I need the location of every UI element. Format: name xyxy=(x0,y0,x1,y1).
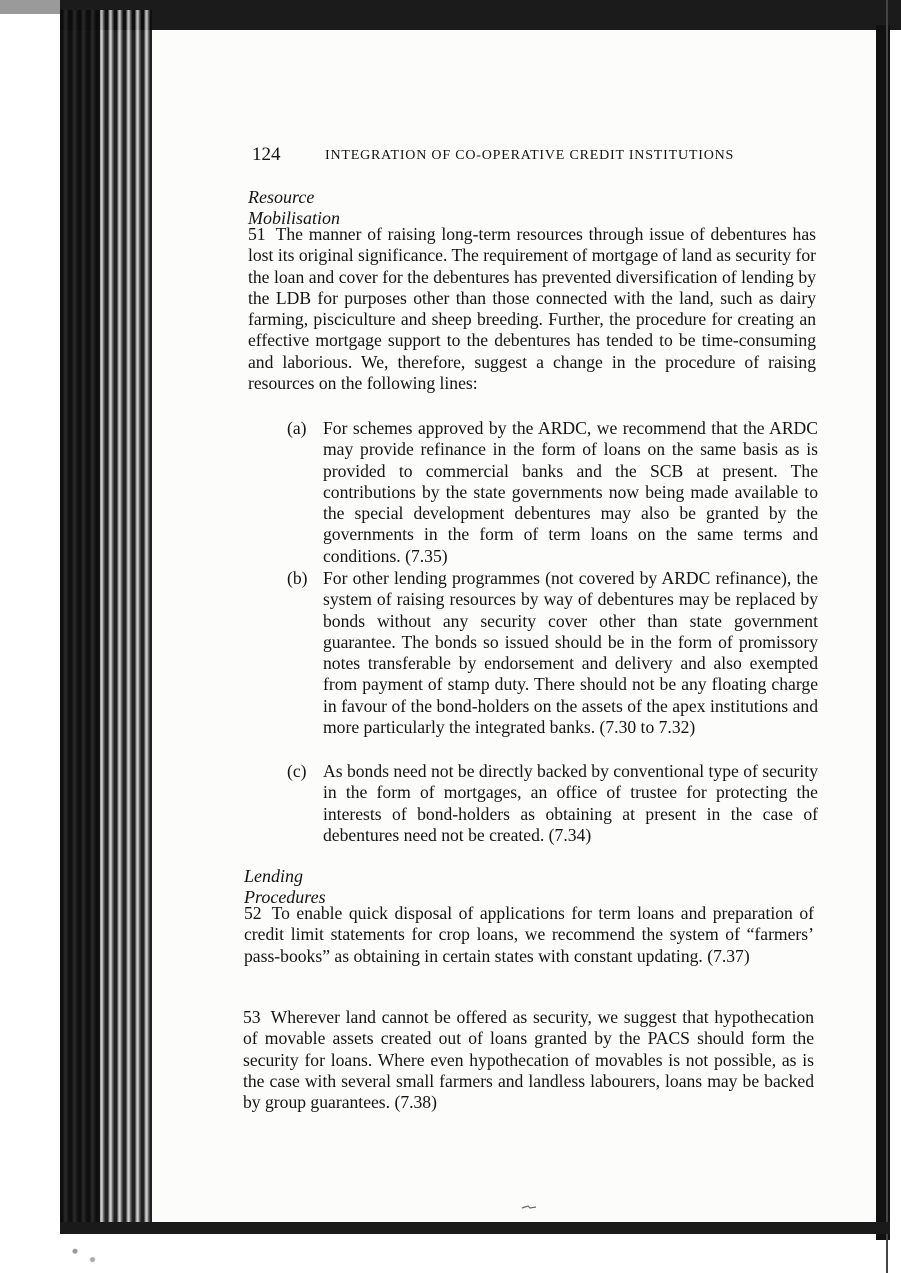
list-item-label: (c) xyxy=(287,761,307,781)
list-item-label: (a) xyxy=(287,418,307,438)
smudge-mark xyxy=(520,1202,538,1212)
list-item-text: For schemes approved by the ARDC, we recommend that the ARDC may provide refinance in the form of loans on the same basis as is provided to commercial banks and the SCB at present. The contributions by the state governments now being made available to the special development debentures may also be granted by the governments in the form of term loans on the same terms and conditions. (7.35) xyxy=(323,418,818,566)
binding-shadow xyxy=(60,10,100,1232)
list-item-label: (b) xyxy=(287,568,308,588)
list-item-b xyxy=(287,568,818,738)
section-heading-lending-procedures: Lending Procedures xyxy=(244,866,326,907)
section-heading-resource-mobilisation: Resource Mobilisation xyxy=(248,187,341,228)
paragraph-51 xyxy=(248,224,816,394)
paragraph-text: Wherever land cannot be offered as security, we suggest that hypothecation of movable assets created out of loans granted by the PACS should form the security for loans. Where even hypothecation of movables is not possible, as is the case with several small farmers and landless labourers, loans may be backed by group guarantees. (7.38) xyxy=(243,1007,814,1113)
list-item-text: As bonds need not be directly backed by conventional type of security in the form of mortgages, an office of trustee for protecting the interests of bond-holders as obtaining at present in the case of debentures need not be created. (7.34) xyxy=(323,761,818,845)
paragraph-text: To enable quick disposal of applications for term loans and preparation of credit limit statements for crop loans, we recommend the system of “farmers’ pass-books” as obtaining in certain states with constant updating. (7.37) xyxy=(244,903,814,966)
paragraph-number: 51 xyxy=(248,224,266,244)
running-header xyxy=(252,144,812,166)
paragraph-number: 52 xyxy=(244,903,262,923)
paragraph-53 xyxy=(243,1007,814,1113)
paragraph-52 xyxy=(244,903,814,967)
list-item-c xyxy=(287,761,818,846)
page-number: 124 xyxy=(252,144,281,165)
running-title: INTEGRATION OF CO-OPERATIVE CREDIT INSTITUTIONS xyxy=(325,148,735,163)
scan-noise xyxy=(60,1240,110,1268)
list-item-a xyxy=(287,418,818,567)
scan-edge-right-line xyxy=(886,0,888,1273)
scan-edge-bottom xyxy=(60,1222,890,1234)
paragraph-number: 53 xyxy=(243,1007,261,1027)
paragraph-text: The manner of raising long-term resources through issue of debentures has lost its original significance. The requirement of mortgage of land as security for the loan and cover for the debentures has prevented diversification of lending by the LDB for purposes other than those connected with the land, such as dairy farming, pisciculture and sheep breeding. Further, the procedure for creating an effective mortgage support to the debentures has tended to be time-consuming and laborious. We, therefore, suggest a change in the procedure of raising resources on the following lines: xyxy=(248,224,816,394)
scan-edge-top xyxy=(60,0,901,30)
list-item-text: For other lending programmes (not covered by ARDC refinance), the system of raising resources by way of debentures may be replaced by bonds without any security cover other than state government guarantee. The bonds so issued should be in the form of promissory notes transferable by endorsement and delivery and also exempted from payment of stamp duty. There should not be any floating charge in favour of the bond-holders on the assets of the apex institutions and more particularly the integrated banks. (7.30 to 7.32) xyxy=(323,568,818,738)
